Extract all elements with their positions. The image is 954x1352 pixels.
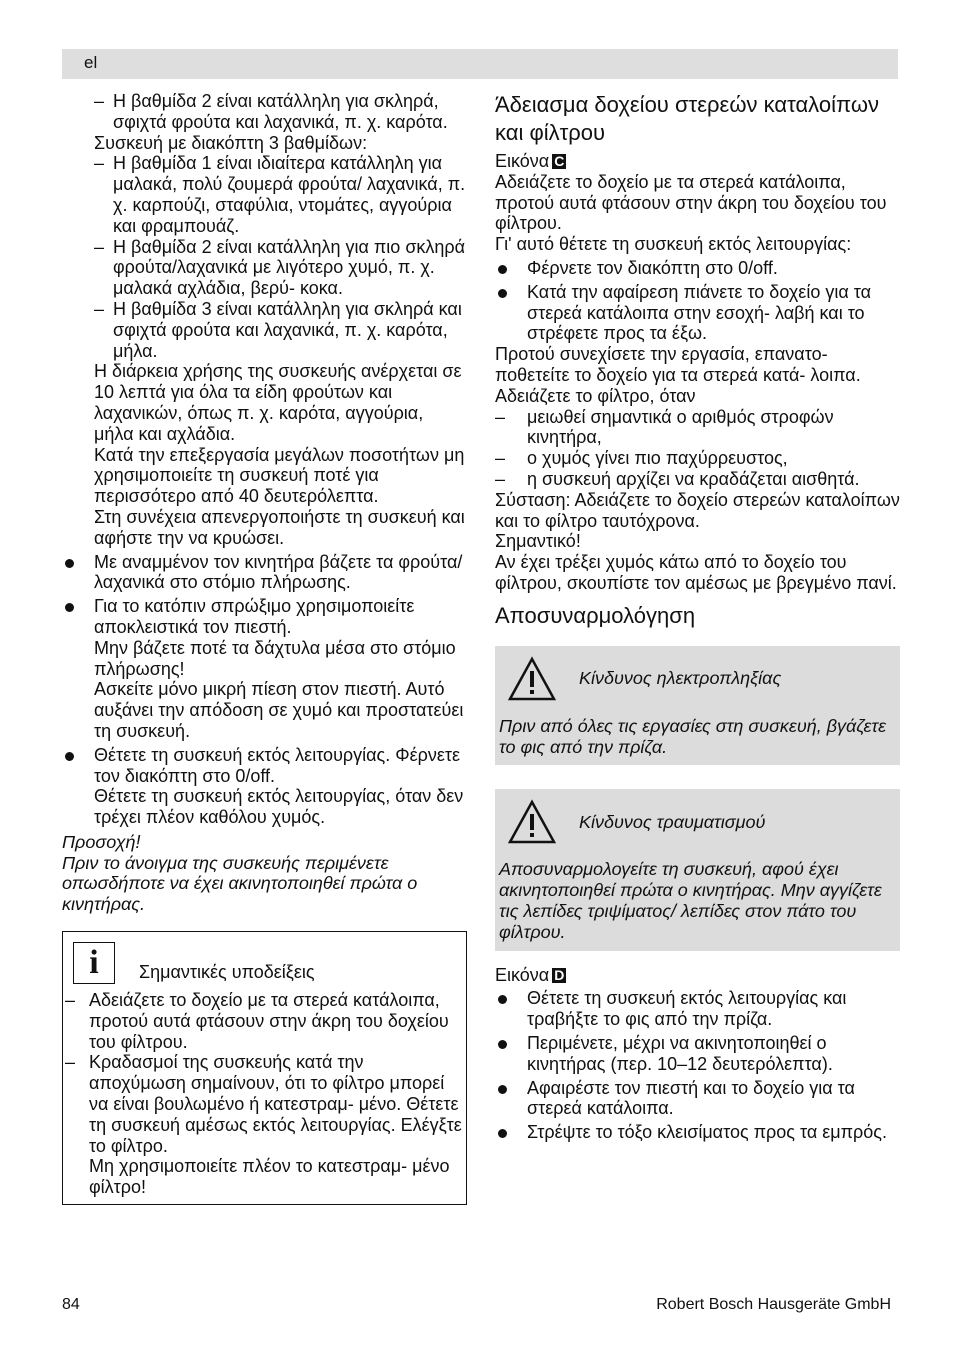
paragraph: Στη συνέχεια απενεργοποιήστε τη συσκευή και αφήστε την να κρυώσει. [94,506,465,548]
caution-text: Πριν το άνοιγμα της συσκευής περιμένετε οπωσδήποτε να έχει ακινητοποιηθεί πρώτα ο κινητήρας. [62,852,418,915]
warning-title: Κίνδυνος ηλεκτροπληξίας [579,668,782,689]
bullet-item: Περιμένετε, μέχρι να ακινητοποιηθεί ο κινητήρας (περ. 10–12 δευτερόλεπτα). [495,1033,900,1075]
warning-box-injury [495,789,900,950]
right-column [495,91,900,1143]
list-item: – Η βαθμίδα 1 είναι ιδιαίτερα κατάλληλη για μαλακά, πολύ ζουμερά φρούτα/ λαχανικά, π. χ. καρπούζι, σταφύλια, ντομάτες, αγγούρια και φραμπουάζ. [62,153,467,236]
paragraph: Αν έχει τρέξει χυμός κάτω από το δοχείο του φίλτρου, σκουπίστε τον αμέσως με βρεγμένο πανί. [495,552,897,593]
figure-label: Εικόνα [495,151,550,171]
warning-text: Αποσυναρμολογείτε τη συσκευή, αφού έχει ακινητοποιηθεί πρώτα ο κινητήρας. Μην αγγίζετε τις λεπίδες τριψίματος/ λεπίδες στον πάτο του φίλτρου. [499,859,882,942]
paragraph: Ασκείτε μόνο μικρή πίεση στον πιεστή. Αυτό αυξάνει την απόδοση σε χυμό και προστατεύει τη συσκευή. [94,679,464,741]
recommendation-label: Σύσταση: [495,489,571,510]
list-item: – Αδειάζετε το δοχείο με τα στερεά κατάλοιπα, προτού αυτά φτάσουν στην άκρη του δοχείου του φίλτρου. [63,990,462,1052]
company-name: Robert Bosch Hausgeräte GmbH [656,1296,891,1313]
list-item: – ο χυμός γίνει πιο παχύρρευστος, [495,448,900,469]
paragraph: Προτού συνεχίσετε την εργασία, επανατο- ποθετείτε το δοχείο για τα στερεά κατά- λοιπα. [495,344,861,385]
list-item: – η συσκευή αρχίζει να κραδάζεται αισθητά. [495,469,900,490]
language-code: el [84,53,98,72]
list-item: – Η βαθμίδα 2 είναι κατάλληλη για πιο σκληρά φρούτα/λαχανικά με λιγότερο χυμό, π. χ. μαλακά αχλάδια, βερύ- κοκα. [62,237,467,299]
recommendation [495,490,900,532]
left-column [62,91,467,1205]
paragraph: Θέτετε τη συσκευή εκτός λειτουργίας, όταν δεν τρέχει πλέον καθόλου χυμός. [94,786,464,828]
warning-title: Κίνδυνος τραυματισμού [579,811,766,832]
warning-triangle-icon [507,656,557,702]
bullet-item: Με αναμμένον τον κινητήρα βάζετε τα φρούτα/λαχανικά στο στόμιο πλήρωσης. [62,552,467,594]
caution-title: Προσοχή! [62,831,141,852]
important-label: Σημαντικό! [495,531,581,552]
paragraph: Αδειάζετε το δοχείο με τα στερεά κατάλοιπα, προτού αυτά φτάσουν στην άκρη του δοχείου του φίλτρου. [495,171,887,234]
bullet-item: Φέρνετε τον διακόπτη στο 0/off. [495,258,900,279]
paragraph: Μη χρησιμοποιείτε πλέον το κατεστραμ- μένο φίλτρο! [89,1156,450,1198]
paragraph: Συσκευή με διακόπτη 3 βαθμίδων: [94,132,368,153]
list-item: – Η βαθμίδα 3 είναι κατάλληλη για σκληρά και σφιχτά φρούτα και λαχανικά, π. χ. καρότα, μήλα. [62,299,467,361]
bullet-item: Κατά την αφαίρεση πιάνετε το δοχείο για τα στερεά κατάλοιπα στην εσοχή- λαβή και το στρέφετε προς τα έξω. [495,282,900,344]
figure-label: Εικόνα [495,964,550,985]
warning-triangle-icon [507,799,557,845]
bullet-item: Θέτετε τη συσκευή εκτός λειτουργίας. Φέρνετε τον διακόπτη στο 0/off. [62,745,467,787]
paragraph: Γι' αυτό θέτετε τη συσκευή εκτός λειτουργίας: [495,234,852,255]
section-heading: Άδειασμα δοχείου στερεών καταλοίπων και φίλτρου [495,92,880,145]
list-item: – Η βαθμίδα 2 είναι κατάλληλη για σκληρά, σφιχτά φρούτα και λαχανικά, π. χ. καρότα. [62,91,467,133]
figure-c-badge: C [554,153,565,169]
info-icon: i [73,942,115,984]
figure-d-badge: D [554,966,565,983]
warning-box-electric-shock [495,646,900,766]
info-box-title: Σημαντικές υποδείξεις [139,961,315,982]
bullet-item: Για το κατόπιν σπρώξιμο χρησιμοποιείτε αποκλειστικά τον πιεστή. [62,596,467,638]
paragraph: Μην βάζετε ποτέ τα δάχτυλα μέσα στο στόμιο πλήρωσης! [94,637,456,679]
paragraph: Αδειάζετε το φίλτρο, όταν [495,385,696,406]
recommendation-text: Αδειάζετε το δοχείο στερεών καταλοίπων και το φίλτρο ταυτόχρονα. [495,489,900,531]
list-item: – Κραδασμοί της συσκευής κατά την αποχύμωση σημαίνουν, ότι το φίλτρο μπορεί να είναι βουλωμένο ή κατεστραμ- μένο. Θέτετε τη συσκευή αμέσως εκτός λειτουργίας. Ελέγξτε το φίλτρο. [63,1052,462,1156]
figure-reference [495,151,900,172]
paragraph: Κατά την επεξεργασία μεγάλων ποσοτήτων μη χρησιμοποιείτε τη συσκευή ποτέ για περισσότερο από 40 δευτερόλεπτα. [94,444,465,507]
warning-text: Πριν από όλες τις εργασίες στη συσκευή, βγάζετε το φις από την πρίζα. [499,715,887,757]
page-number: 84 [62,1296,80,1313]
list-item: – μειωθεί σημαντικά ο αριθμός στροφών κινητήρα, [495,407,900,449]
bullet-item: Στρέψτε το τόξο κλεισίματος προς τα εμπρός. [495,1122,900,1143]
paragraph: Η διάρκεια χρήσης της συσκευής ανέρχεται σε 10 λεπτά για όλα τα είδη φρούτων και λαχανικών, όπως π. χ. καρότα, αγγούρια, μήλα και αχλάδια. [94,361,462,444]
bullet-item: Αφαιρέστε τον πιεστή και το δοχείο για τα στερεά κατάλοιπα. [495,1078,900,1120]
important-notes-box [62,931,467,1205]
figure-reference [495,965,900,986]
section-heading: Αποσυναρμολόγηση [495,602,696,628]
language-header-bar [62,49,898,79]
bullet-item: Θέτετε τη συσκευή εκτός λειτουργίας και τραβήξτε το φις από την πρίζα. [495,988,900,1030]
